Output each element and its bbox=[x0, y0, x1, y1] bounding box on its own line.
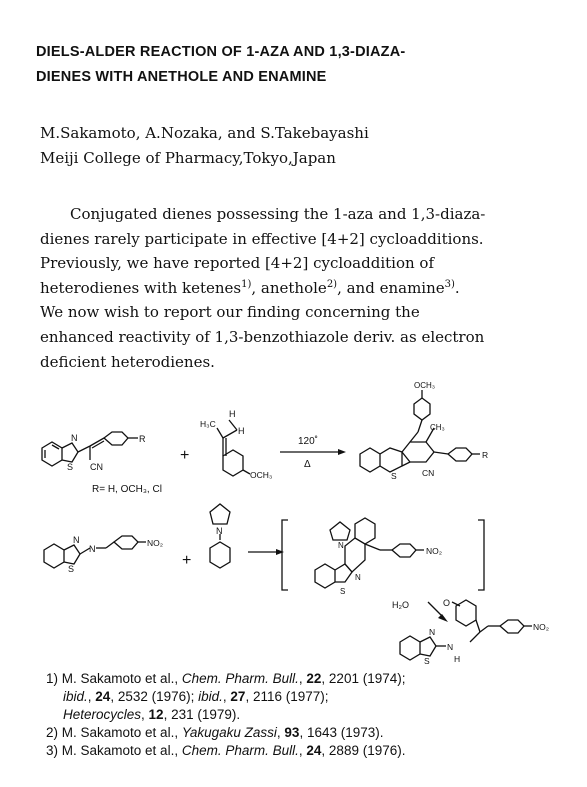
abstract-line-4a: heterodienes with ketenes bbox=[40, 278, 242, 297]
abstract-line-4 bbox=[40, 276, 560, 301]
condition-temperature: 120˚ bbox=[298, 436, 319, 447]
nitro-label-1: NO₂ bbox=[147, 538, 164, 548]
nitro-label-2: NO₂ bbox=[426, 546, 443, 556]
product-1-structure bbox=[360, 390, 480, 472]
citation-2: 2) bbox=[326, 278, 338, 290]
h-label-2: H bbox=[238, 426, 245, 436]
abstract-line-7: deficient heterodienes. bbox=[40, 352, 215, 371]
citation-1: 1) bbox=[241, 278, 252, 290]
atom-n: N bbox=[71, 433, 78, 443]
references-list bbox=[46, 670, 566, 760]
title-line-1: DIELS-ALDER REACTION OF 1-AZA AND 1,3-DIAZA- bbox=[36, 44, 406, 60]
r-group-label-2: R bbox=[482, 450, 489, 460]
atom-s-2: S bbox=[391, 471, 397, 481]
reference-2: 2) M. Sakamoto et al., Yakugaku Zassi, 93, 1643 (1973). bbox=[46, 725, 384, 740]
cyano-label: CN bbox=[90, 462, 103, 472]
nh-hydrogen: H bbox=[454, 654, 461, 664]
plus-sign-2: + bbox=[182, 552, 192, 569]
atom-n-6: N bbox=[338, 541, 344, 550]
atom-n-8: N bbox=[429, 627, 436, 637]
abstract-line-3: Previously, we have reported [4+2] cycloaddition of bbox=[40, 254, 434, 273]
cyano-label-2: CN bbox=[422, 468, 435, 478]
reference-1-line-1: 1) M. Sakamoto et al., Chem. Pharm. Bull., 22, 2201 (1974); bbox=[46, 671, 406, 686]
h-label-1: H bbox=[229, 409, 236, 419]
atom-n-7: N bbox=[355, 573, 361, 582]
atom-s: S bbox=[67, 462, 74, 472]
paper-title bbox=[36, 40, 556, 90]
author-block bbox=[40, 121, 369, 171]
atom-n-3: N bbox=[73, 535, 80, 545]
hydrolysis-reagent: H₂O bbox=[392, 600, 409, 610]
r-group-label: R bbox=[139, 434, 146, 444]
anethole-structure bbox=[217, 420, 250, 476]
r-definitions: R= H, OCH₃, Cl bbox=[92, 484, 162, 495]
condition-heat: Δ bbox=[304, 459, 311, 470]
reactant-benzothiazole-acrylonitrile bbox=[42, 432, 138, 466]
atom-s-5: S bbox=[424, 656, 430, 666]
atom-s-3: S bbox=[68, 564, 75, 574]
reaction-scheme bbox=[30, 380, 570, 680]
methoxy-label-2: OCH₃ bbox=[414, 381, 436, 390]
author-affiliation: Meiji College of Pharmacy,Tokyo,Japan bbox=[40, 149, 336, 167]
atom-n-9: N bbox=[447, 642, 454, 652]
abstract-line-6: enhanced reactivity of 1,3-benzothiazole deriv. as electron bbox=[40, 327, 485, 346]
abstract-line-4c: , and enamine bbox=[337, 278, 445, 297]
plus-sign-1: + bbox=[180, 447, 190, 464]
reference-1-line-2: ibid., 24, 2532 (1976); ibid., 27, 2116 (1977); bbox=[63, 689, 329, 704]
nitro-label-3: NO₂ bbox=[533, 622, 550, 632]
intermediate-structure bbox=[282, 518, 484, 590]
enamine-structure bbox=[210, 504, 230, 568]
title-line-2: DIENES WITH ANETHOLE AND ENAMINE bbox=[36, 69, 327, 85]
abstract-line-4b: , anethole bbox=[251, 278, 327, 297]
methyl-label-2: CH₃ bbox=[430, 423, 445, 432]
methoxy-label-1: OCH₃ bbox=[250, 470, 273, 480]
author-names: M.Sakamoto, A.Nozaka, and S.Takebayashi bbox=[40, 124, 369, 142]
atom-s-4: S bbox=[340, 587, 346, 596]
atom-n-4: N bbox=[89, 544, 96, 554]
abstract-line-5: We now wish to report our finding concerning the bbox=[40, 303, 420, 322]
atom-o: O bbox=[443, 598, 451, 608]
atom-n-5: N bbox=[216, 526, 223, 536]
methyl-label: H₃C bbox=[200, 419, 216, 429]
abstract-line-4d: . bbox=[454, 278, 460, 297]
reference-3: 3) M. Sakamoto et al., Chem. Pharm. Bull., 24, 2889 (1976). bbox=[46, 743, 406, 758]
abstract-paragraph bbox=[40, 202, 560, 374]
product-2-structure bbox=[400, 600, 532, 660]
abstract-line-2: dienes rarely participate in effective [4+2] cycloadditions. bbox=[40, 229, 484, 248]
abstract-line-1: Conjugated dienes possessing the 1-aza and 1,3-diaza- bbox=[70, 205, 486, 223]
citation-3: 3) bbox=[444, 278, 455, 290]
reference-1-line-3: Heterocycles, 12, 231 (1979). bbox=[63, 707, 241, 722]
